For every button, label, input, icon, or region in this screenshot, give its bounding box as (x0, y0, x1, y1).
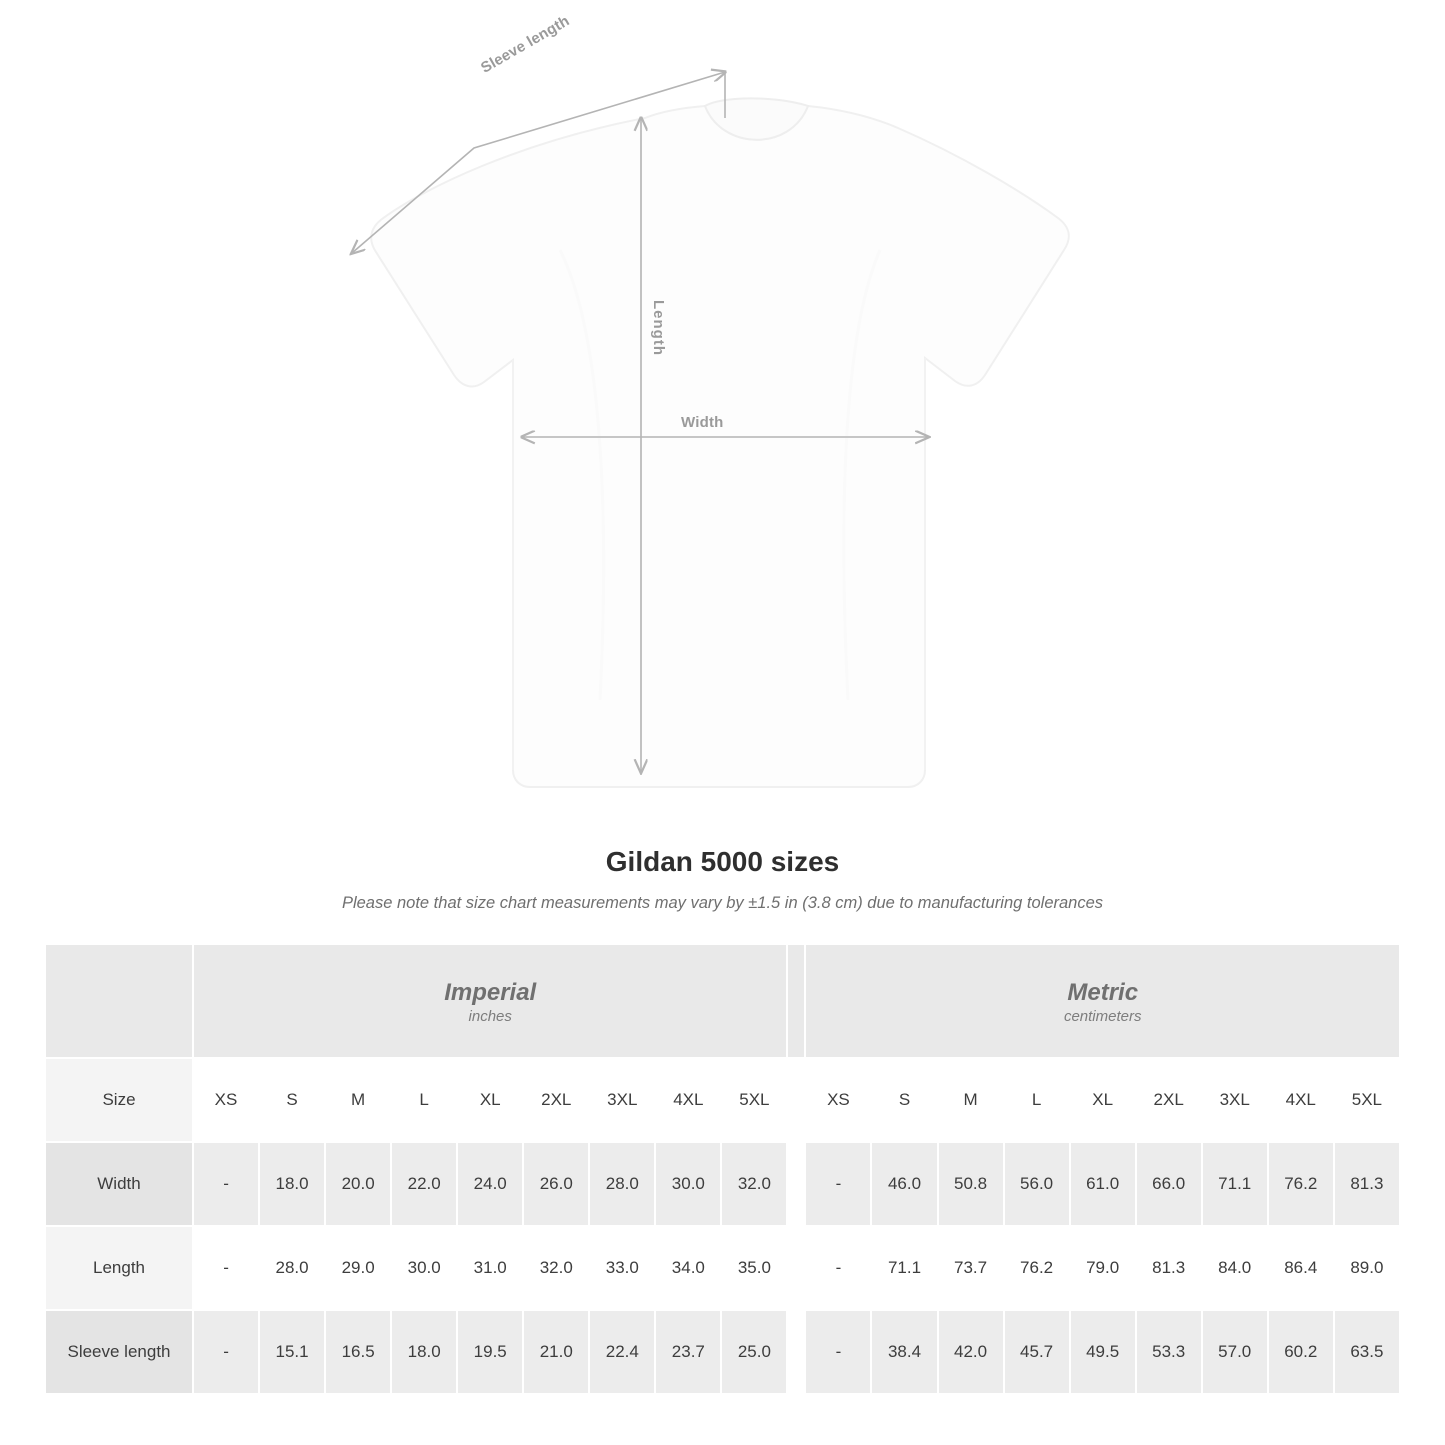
cell-length-imperial: 32.0 (523, 1226, 589, 1310)
unit-header-blank (45, 944, 193, 1058)
cell-width-imperial: 24.0 (457, 1142, 523, 1226)
unit-header-metric (805, 944, 1400, 1058)
cell-sleeve-metric: 63.5 (1334, 1310, 1400, 1394)
cell-width-metric: 66.0 (1136, 1142, 1202, 1226)
cell-length-metric: 73.7 (938, 1226, 1004, 1310)
unit-header-row (45, 944, 1400, 1058)
cell-width-imperial: 26.0 (523, 1142, 589, 1226)
size-col-header: XL (1070, 1058, 1136, 1142)
size-chart-container (0, 943, 1445, 1395)
cell-sleeve-metric: 60.2 (1268, 1310, 1334, 1394)
table-row-length (45, 1226, 1400, 1310)
metric-name: Metric (1067, 978, 1139, 1006)
size-col-header: S (871, 1058, 937, 1142)
cell-sleeve-metric: 42.0 (938, 1310, 1004, 1394)
cell-sleeve-imperial: 19.5 (457, 1310, 523, 1394)
size-col-header: M (325, 1058, 391, 1142)
cell-sleeve-metric: 53.3 (1136, 1310, 1202, 1394)
unit-header-imperial (193, 944, 787, 1058)
size-col-header: XS (193, 1058, 259, 1142)
cell-width-imperial: 20.0 (325, 1142, 391, 1226)
cell-sleeve-imperial: - (193, 1310, 259, 1394)
cell-width-imperial: 32.0 (721, 1142, 787, 1226)
size-col-header: 5XL (1334, 1058, 1400, 1142)
cell-length-imperial: - (193, 1226, 259, 1310)
imperial-name: Imperial (444, 978, 537, 1006)
row-label-sleeve-length: Sleeve length (45, 1310, 193, 1394)
size-col-header: 4XL (1268, 1058, 1334, 1142)
cell-length-metric: 89.0 (1334, 1226, 1400, 1310)
cell-sleeve-imperial: 21.0 (523, 1310, 589, 1394)
cell-sleeve-metric: - (805, 1310, 871, 1394)
cell-length-imperial: 31.0 (457, 1226, 523, 1310)
cell-length-imperial: 33.0 (589, 1226, 655, 1310)
column-gap (787, 1058, 805, 1142)
unit-header-gap (787, 944, 805, 1058)
cell-width-metric: 71.1 (1202, 1142, 1268, 1226)
cell-width-imperial: 22.0 (391, 1142, 457, 1226)
size-header-row (45, 1058, 1400, 1142)
metric-sub: centimeters (1063, 1007, 1142, 1025)
cell-sleeve-imperial: 18.0 (391, 1310, 457, 1394)
size-col-header: 3XL (589, 1058, 655, 1142)
size-col-header: XS (805, 1058, 871, 1142)
cell-width-metric: - (805, 1142, 871, 1226)
cell-width-imperial: 30.0 (655, 1142, 721, 1226)
cell-length-imperial: 30.0 (391, 1226, 457, 1310)
table-row-sleeve-length (45, 1310, 1400, 1394)
size-col-header: M (938, 1058, 1004, 1142)
cell-sleeve-metric: 38.4 (871, 1310, 937, 1394)
size-col-header: 4XL (655, 1058, 721, 1142)
cell-length-imperial: 34.0 (655, 1226, 721, 1310)
cell-length-metric: 76.2 (1004, 1226, 1070, 1310)
row-label-length: Length (45, 1226, 193, 1310)
size-col-header: XL (457, 1058, 523, 1142)
cell-length-metric: - (805, 1226, 871, 1310)
column-gap (787, 1142, 805, 1226)
cell-sleeve-metric: 57.0 (1202, 1310, 1268, 1394)
cell-length-metric: 71.1 (871, 1226, 937, 1310)
cell-width-metric: 81.3 (1334, 1142, 1400, 1226)
cell-width-imperial: - (193, 1142, 259, 1226)
tolerance-note: Please note that size chart measurements may vary by ±1.5 in (3.8 cm) due to manufacturing tolerances (341, 894, 1104, 912)
length-label: Length (650, 300, 667, 356)
size-chart-table (44, 943, 1401, 1395)
cell-sleeve-imperial: 25.0 (721, 1310, 787, 1394)
size-header-cell: Size (45, 1058, 193, 1142)
imperial-sub: inches (468, 1007, 512, 1025)
size-col-header: L (1004, 1058, 1070, 1142)
cell-width-imperial: 28.0 (589, 1142, 655, 1226)
column-gap (787, 1226, 805, 1310)
title-block (0, 846, 1445, 913)
cell-length-metric: 79.0 (1070, 1226, 1136, 1310)
sleeve-length-label: Sleeve length (478, 12, 573, 77)
column-gap (787, 1310, 805, 1394)
size-col-header: L (391, 1058, 457, 1142)
table-row-width (45, 1142, 1400, 1226)
cell-sleeve-imperial: 16.5 (325, 1310, 391, 1394)
width-label: Width (681, 414, 724, 431)
cell-sleeve-metric: 45.7 (1004, 1310, 1070, 1394)
cell-length-metric: 84.0 (1202, 1226, 1268, 1310)
cell-sleeve-imperial: 23.7 (655, 1310, 721, 1394)
cell-length-metric: 86.4 (1268, 1226, 1334, 1310)
size-col-header: 2XL (1136, 1058, 1202, 1142)
tshirt-shape (371, 98, 1069, 787)
cell-width-metric: 50.8 (938, 1142, 1004, 1226)
cell-length-imperial: 35.0 (721, 1226, 787, 1310)
row-label-width: Width (45, 1142, 193, 1226)
cell-length-imperial: 28.0 (259, 1226, 325, 1310)
size-col-header: 5XL (721, 1058, 787, 1142)
cell-length-imperial: 29.0 (325, 1226, 391, 1310)
cell-sleeve-imperial: 22.4 (589, 1310, 655, 1394)
page-title: Gildan 5000 sizes (605, 846, 840, 877)
cell-width-metric: 56.0 (1004, 1142, 1070, 1226)
size-col-header: 3XL (1202, 1058, 1268, 1142)
cell-width-imperial: 18.0 (259, 1142, 325, 1226)
size-col-header: 2XL (523, 1058, 589, 1142)
cell-width-metric: 61.0 (1070, 1142, 1136, 1226)
cell-sleeve-metric: 49.5 (1070, 1310, 1136, 1394)
cell-width-metric: 46.0 (871, 1142, 937, 1226)
cell-length-metric: 81.3 (1136, 1226, 1202, 1310)
cell-width-metric: 76.2 (1268, 1142, 1334, 1226)
cell-sleeve-imperial: 15.1 (259, 1310, 325, 1394)
size-col-header: S (259, 1058, 325, 1142)
